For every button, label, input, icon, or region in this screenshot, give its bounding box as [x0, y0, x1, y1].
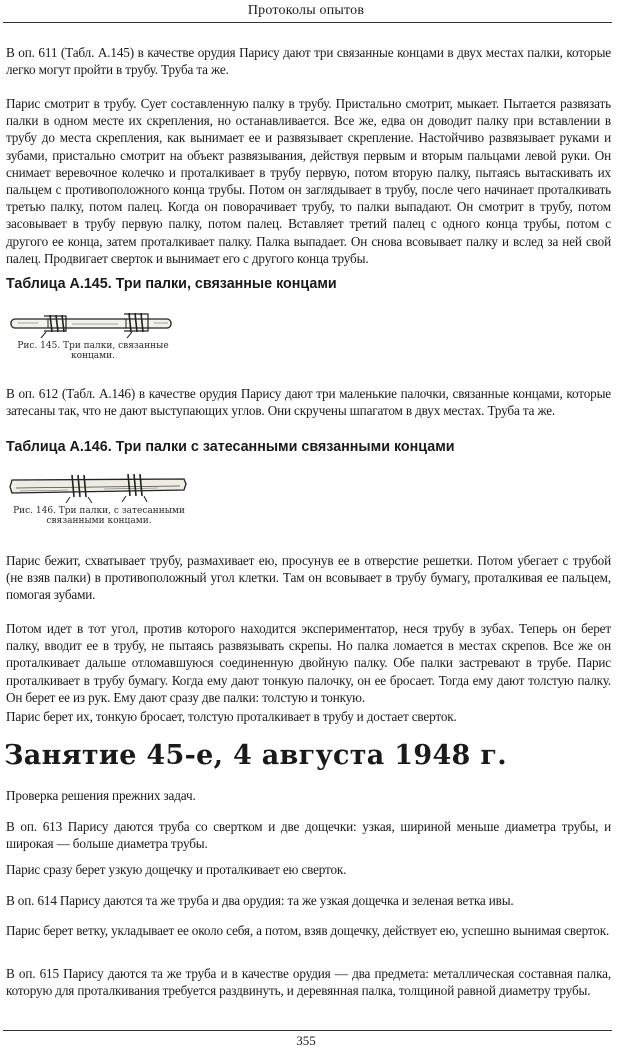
paragraph-op612: В оп. 612 (Табл. А.146) в качестве орудия Парису дают три маленькие палочки, связанные концами, которые затесаны так, что не дают выступающих углов. Они скручены шпагатом в двух местах. Труба та же. [6, 386, 611, 419]
figure-146-caption-line2: связанными концами. [46, 516, 152, 526]
paragraph-op615: В оп. 615 Парису даются та же труба и в качестве орудия — два предмета: металлическая составная палка, которую для проталкивания требуется раздвинуть, и деревянная палка, толщиной равной диаметру трубы. [6, 966, 611, 999]
running-head: Протоколы опытов [247, 3, 365, 18]
three-sticks-hewn-ends-drawing-icon [8, 466, 190, 506]
paragraph-check: Проверка решения прежних задач. [6, 788, 196, 803]
session-45-heading: Занятие 45-е, 4 августа 1948 г. [4, 740, 507, 771]
figure-146-caption-line1: Рис. 146. Три палки, с затесанными [13, 506, 185, 516]
figure-145-caption-line1: Рис. 145. Три палки, связанные [17, 341, 169, 351]
paragraph-paris-runs: Парис бежит, схватывает трубу, размахивает ею, просунув ее в отверстие решетки. Потом убегает с трубой (не взяв палки) в противоположный угол клетки. Там он всовывает в трубу бумагу, проталкивая ее пальцем, помогая зубами. [6, 553, 611, 603]
paragraph-op611: В оп. 611 (Табл. А.145) в качестве орудия Парису дают три связанные концами в двух местах палки, которые легко могут пройти в трубу. Труба та же. [6, 45, 611, 78]
paragraph-op614: В оп. 614 Парису даются та же труба и два орудия: та же узкая дощечка и зеленая ветка ивы. [6, 893, 514, 908]
paragraph-willow-branch: Парис берет ветку, укладывает ее около себя, а потом, взяв дощечку, действует ею, успешно вынимая сверток. [6, 923, 610, 938]
paragraph-paris-observes: Парис смотрит в трубу. Сует составленную палку в трубу. Пристально смотрит, мыкает. Пытается развязать палки в одном месте их скрепления, но останавливается. Все же, едва он доводит палку при вставлении в трубу до места скрепления, как вынимает ее и развязывает скрепление. Настойчиво развязывает руками и зубами, пристально смотрит на объект развязывания, действуя первым и вторым пальцами левой руки. Он снимает веревочное колечко и проталкивает в трубу первую, потом вторую палку, пытаясь вытаскивать их пальцем с противоположного конца трубы. Потом он заглядывает в трубу, после чего начинает проталкивать третью палку, потом палец. Когда он поворачивает трубу, то палки выпадают. Он смотрит в трубу, потом засовывает в трубу первую палку, потом палец. Вставляет третий палец с одного конца трубы, потом с другого ее конца, затем проталкивает палку. Палка выпадает. Он снова всовывает палку и вслед за ней свой палец. Продвигает сверток и вынимает его с другого конца трубы. [6, 96, 611, 266]
figure-146 [8, 466, 190, 526]
footer-rule [3, 1030, 612, 1031]
page-number: 355 [296, 1033, 316, 1048]
table-a145-heading: Таблица А.145. Три палки, связанные концами [6, 276, 337, 292]
paragraph-paris-takes: Парис берет их, тонкую бросает, толстую проталкивает в трубу и достает сверток. [6, 709, 457, 724]
three-tied-sticks-drawing-icon [8, 305, 178, 341]
figure-145-caption-line2: концами. [70, 351, 116, 361]
paragraph-paris-returns: Потом идет в тот угол, против которого находится экспериментатор, неся трубу в зубах. Теперь он берет палку, вводит ее в трубу, не пытаясь развязывать скрепы. Но палка ломается в местах скрепов. Все же он проталкивает дальше отломавшуюся соединенную двойную палку. Обе палки застревают в трубе. Парис проталкивает в трубу бумагу. Когда ему дают тонкую палочку, он ее бросает. Тогда ему дают толстую палку. Он берет ее из рук. Ему дают сразу две палки: толстую и тонкую. [6, 621, 611, 705]
figure-145 [8, 305, 178, 361]
paragraph-op613: В оп. 613 Парису даются труба со свертком и две дощечки: узкая, шириной меньше диаметра трубы, и широкая — больше диаметра трубы. [6, 819, 611, 852]
header-rule [3, 22, 612, 23]
table-a146-heading: Таблица А.146. Три палки с затесанными связанными концами [6, 439, 455, 455]
paragraph-narrow-board: Парис сразу берет узкую дощечку и проталкивает ею сверток. [6, 862, 347, 877]
